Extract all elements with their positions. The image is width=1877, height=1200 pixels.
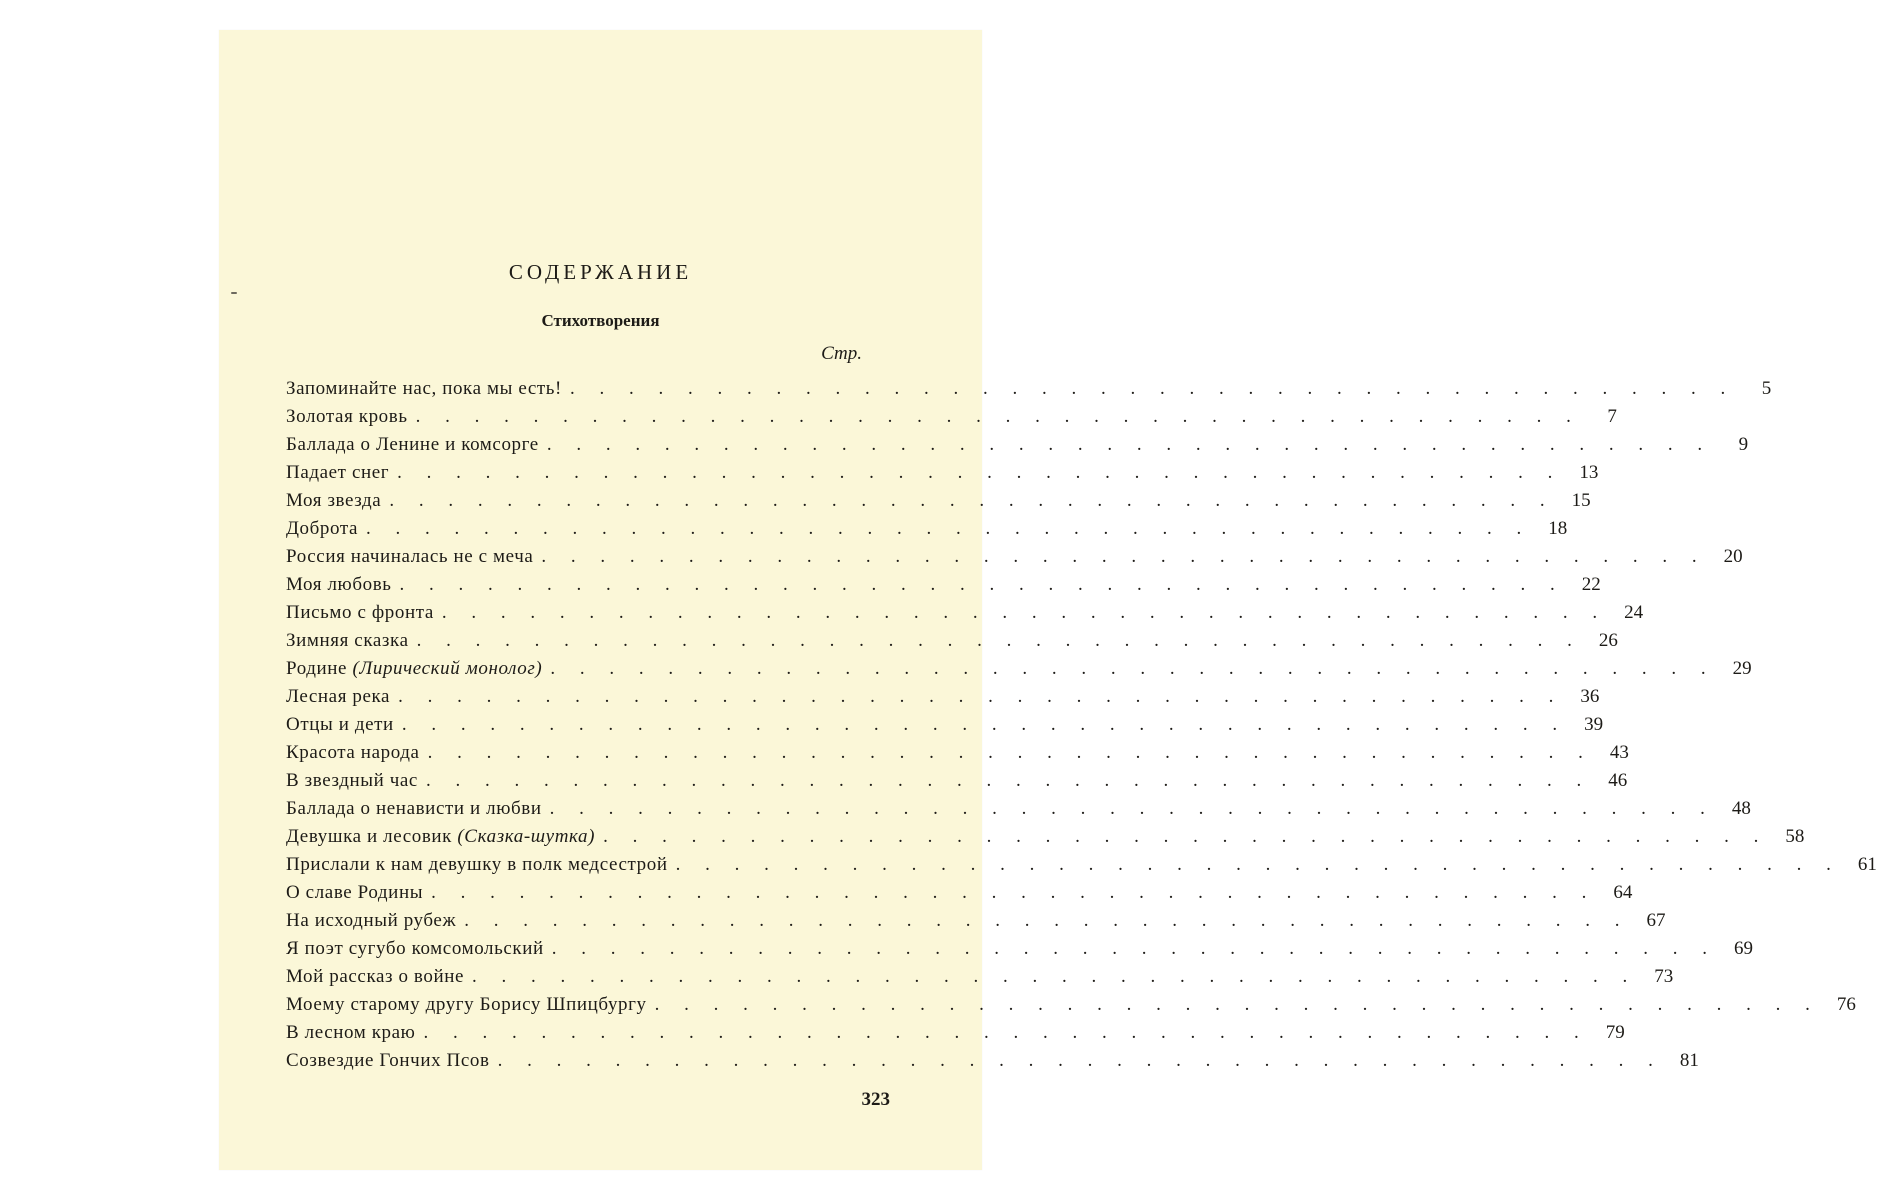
- toc-entry-title-text: Запоминайте нас, пока мы есть!: [286, 378, 562, 399]
- toc-entry-page: 5: [1761, 378, 1772, 399]
- toc-dot-leader: . . . . . . . . . . . . . . . . . . . . . . . . . . . . . . . . . . . . . . . .: [366, 518, 1532, 539]
- toc-entry: [286, 907, 1666, 935]
- toc-entry-title-text: Красота народа: [286, 742, 420, 763]
- section-title: Стихотворения: [541, 311, 660, 330]
- toc-entry-subtitle: (Сказка-шутка): [457, 826, 596, 847]
- toc-dot-leader: . . . . . . . . . . . . . . . . . . . . . . . . . . . . . . . . . . . . . . . .: [464, 910, 1630, 931]
- toc-entry-page: 36: [1580, 686, 1600, 707]
- toc-entry-title: [286, 851, 668, 879]
- toc-entry-page: 58: [1785, 826, 1805, 847]
- toc-dot-leader: . . . . . . . . . . . . . . . . . . . . . . . . . . . . . . . . . . . . . . . .: [546, 434, 1713, 455]
- toc-entry-page: 15: [1571, 490, 1591, 511]
- toc-entry-title: [286, 487, 381, 515]
- toc-entry-title: [286, 963, 464, 991]
- toc-entry-title-text: В звездный час: [286, 770, 418, 791]
- toc-entry-page: 13: [1579, 462, 1599, 483]
- toc-entry-title: [286, 795, 542, 823]
- toc-entry-page: 76: [1836, 994, 1856, 1015]
- toc-entry: [286, 487, 1591, 515]
- toc-dot-leader: . . . . . . . . . . . . . . . . . . . . . . . . . . . . . . . . . . . . . . . .: [654, 994, 1820, 1015]
- toc-entry-title-text: О славе Родины: [286, 882, 424, 903]
- toc-entry-page: 29: [1732, 658, 1752, 679]
- toc-entry: [286, 711, 1604, 739]
- toc-entry-page: 61: [1857, 854, 1877, 875]
- toc-entry-title-text: Лесная река: [286, 686, 391, 707]
- toc-entry-title: [286, 515, 358, 543]
- toc-entry: [286, 991, 1856, 1019]
- toc-dot-leader: . . . . . . . . . . . . . . . . . . . . . . . . . . . . . . . . . . . . . . . .: [541, 546, 1707, 567]
- toc-entry-page: 7: [1607, 406, 1617, 427]
- toc-entry-title: [286, 683, 390, 711]
- toc-entry: [286, 515, 1568, 543]
- toc-entry-title-text: Падает снег: [286, 462, 390, 483]
- toc-entry-title: [286, 599, 434, 627]
- toc-dot-leader: . . . . . . . . . . . . . . . . . . . . . . . . . . . . . . . . . . . . . . . .: [431, 882, 1597, 903]
- toc-entry-page: 39: [1584, 714, 1604, 735]
- toc-entry: [286, 935, 1754, 963]
- toc-entry: [286, 1019, 1625, 1047]
- toc-dot-leader: . . . . . . . . . . . . . . . . . . . . . . . . . . . . . . . . . . . . . . . .: [399, 574, 1565, 595]
- toc-entry: [286, 767, 1628, 795]
- toc-entry-page: 67: [1646, 910, 1666, 931]
- toc-dot-leader: . . . . . . . . . . . . . . . . . . . . . . . . . . . . . . . . . . . . . . . .: [425, 770, 1592, 791]
- toc-entry: [286, 543, 1743, 571]
- toc-dot-leader: . . . . . . . . . . . . . . . . . . . . . . . . . . . . . . . . . . . . . . . .: [415, 406, 1581, 427]
- toc-entry-page: 46: [1608, 770, 1628, 791]
- toc-entry-title-text: Моему старому другу Борису Шпицбургу: [286, 994, 647, 1015]
- toc-dot-leader: . . . . . . . . . . . . . . . . . . . . . . . . . . . . . . . . . . . . . . . .: [472, 966, 1638, 987]
- toc-entry: [286, 431, 1749, 459]
- toc-entry-title-text: На исходный рубеж: [286, 910, 457, 931]
- toc-entry: [286, 655, 1752, 683]
- toc-entry-title: [286, 431, 539, 459]
- toc-entry: [286, 459, 1599, 487]
- toc-dot-leader: . . . . . . . . . . . . . . . . . . . . . . . . . . . . . . . . . . . . . . . .: [551, 938, 1718, 959]
- toc-entry-title-text: Моя звезда: [286, 490, 382, 511]
- table-of-contents: [286, 375, 1877, 1075]
- toc-dot-leader: . . . . . . . . . . . . . . . . . . . . . . . . . . . . . . . . . . . . . . . .: [550, 658, 1716, 679]
- toc-dot-leader: . . . . . . . . . . . . . . . . . . . . . . . . . . . . . . . . . . . . . . . .: [549, 798, 1715, 819]
- contents-heading: СОДЕРЖАНИЕ: [508, 260, 693, 284]
- toc-entry-title: [286, 1047, 490, 1075]
- toc-entry-title-text: Золотая кровь: [286, 406, 408, 427]
- toc-entry-page: 81: [1679, 1050, 1699, 1071]
- toc-entry-title-text: Баллада о ненависти и любви: [286, 798, 542, 819]
- toc-entry-page: 24: [1624, 602, 1644, 623]
- toc-entry: [286, 739, 1629, 767]
- toc-entry-title: [286, 655, 542, 683]
- toc-entry: [286, 963, 1674, 991]
- toc-dot-leader: . . . . . . . . . . . . . . . . . . . . . . . . . . . . . . . . . . . . . . . .: [441, 602, 1608, 623]
- toc-dot-leader: . . . . . . . . . . . . . . . . . . . . . . . . . . . . . . . . . . . . . . . .: [401, 714, 1568, 735]
- toc-entry-title-text: Прислали к нам девушку в полк медсестрой: [286, 854, 668, 875]
- toc-entry-page: 64: [1613, 882, 1633, 903]
- toc-entry-title: [286, 935, 544, 963]
- toc-entry-page: 69: [1734, 938, 1754, 959]
- toc-entry: [286, 627, 1618, 655]
- toc-entry: [286, 823, 1805, 851]
- toc-entry-title: [286, 403, 408, 431]
- book-page: [219, 30, 1877, 1170]
- toc-dot-leader: . . . . . . . . . . . . . . . . . . . . . . . . . . . . . . . . . . . . . . . .: [603, 826, 1769, 847]
- toc-entry: [286, 1047, 1699, 1075]
- toc-entry-title-text: Мой рассказ о войне: [286, 966, 465, 987]
- toc-entry-title-text: Моя любовь: [286, 574, 392, 595]
- toc-dot-leader: . . . . . . . . . . . . . . . . . . . . . . . . . . . . . . . . . . . . . . . .: [416, 630, 1582, 651]
- toc-entry: [286, 683, 1600, 711]
- toc-dot-leader: . . . . . . . . . . . . . . . . . . . . . . . . . . . . . . . . . . . . . . . .: [389, 490, 1555, 511]
- toc-entry-page: 73: [1654, 966, 1674, 987]
- toc-entry-title-text: Баллада о Ленине и комсорге: [286, 434, 539, 455]
- toc-entry: [286, 879, 1633, 907]
- toc-entry-title: [286, 375, 562, 403]
- toc-entry-title-text: Созвездие Гончих Псов: [286, 1050, 490, 1071]
- toc-entry-page: 22: [1581, 574, 1601, 595]
- toc-entry-page: 18: [1548, 518, 1568, 539]
- toc-entry-title: [286, 907, 456, 935]
- toc-entry-title-text: Я поэт сугубо комсомольский: [286, 938, 544, 959]
- toc-entry-title-text: Родине: [286, 658, 348, 679]
- toc-dot-leader: . . . . . . . . . . . . . . . . . . . . . . . . . . . . . . . . . . . . . . . .: [397, 462, 1563, 483]
- toc-entry-page: 43: [1609, 742, 1629, 763]
- toc-dot-leader: . . . . . . . . . . . . . . . . . . . . . . . . . . . . . . . . . . . . . . . .: [398, 686, 1564, 707]
- toc-entry-title-text: Зимняя сказка: [286, 630, 409, 651]
- toc-entry-title-text: Доброта: [286, 518, 359, 539]
- page-column-label: Стр.: [821, 343, 862, 364]
- toc-entry-title: [286, 459, 389, 487]
- toc-dot-leader: . . . . . . . . . . . . . . . . . . . . . . . . . . . . . . . . . . . . . . . .: [423, 1022, 1589, 1043]
- toc-entry-title: [286, 571, 392, 599]
- toc-entry-title: [286, 1019, 415, 1047]
- toc-entry: [286, 571, 1601, 599]
- toc-entry-title-text: Отцы и дети: [286, 714, 394, 735]
- toc-entry-title: [286, 879, 423, 907]
- toc-entry-page: 20: [1723, 546, 1743, 567]
- toc-entry-title-text: В лесном краю: [286, 1022, 416, 1043]
- toc-entry-title: [286, 543, 533, 571]
- toc-entry-page: 79: [1605, 1022, 1625, 1043]
- toc-dot-leader: . . . . . . . . . . . . . . . . . . . . . . . . . . . . . . . . . . . . . . . .: [427, 742, 1593, 763]
- toc-entry-page: 26: [1598, 630, 1618, 651]
- toc-entry: [286, 403, 1617, 431]
- toc-entry-page: 48: [1731, 798, 1751, 819]
- page-number: 323: [861, 1089, 890, 1110]
- paper-speck: [231, 292, 237, 294]
- toc-entry-title-text: Письмо с фронта: [286, 602, 434, 623]
- toc-entry: [286, 851, 1877, 879]
- toc-entry-title: [286, 823, 595, 851]
- toc-entry-subtitle: (Лирический монолог): [352, 658, 543, 679]
- toc-entry-title-text: Россия начиналась не с меча: [286, 546, 534, 567]
- toc-dot-leader: . . . . . . . . . . . . . . . . . . . . . . . . . . . . . . . . . . . . . . . .: [569, 378, 1736, 399]
- toc-entry: [286, 795, 1751, 823]
- toc-dot-leader: . . . . . . . . . . . . . . . . . . . . . . . . . . . . . . . . . . . . . . . .: [675, 854, 1841, 875]
- toc-entry-title: [286, 627, 409, 655]
- toc-entry-title: [286, 991, 647, 1019]
- toc-entry-title: [286, 711, 394, 739]
- toc-entry: [286, 375, 1772, 403]
- toc-dot-leader: . . . . . . . . . . . . . . . . . . . . . . . . . . . . . . . . . . . . . . . .: [497, 1050, 1663, 1071]
- toc-entry-title: [286, 739, 420, 767]
- toc-entry-title: [286, 767, 418, 795]
- toc-entry-title-text: Девушка и лесовик: [286, 826, 453, 847]
- toc-entry-page: 9: [1738, 434, 1749, 455]
- toc-entry: [286, 599, 1644, 627]
